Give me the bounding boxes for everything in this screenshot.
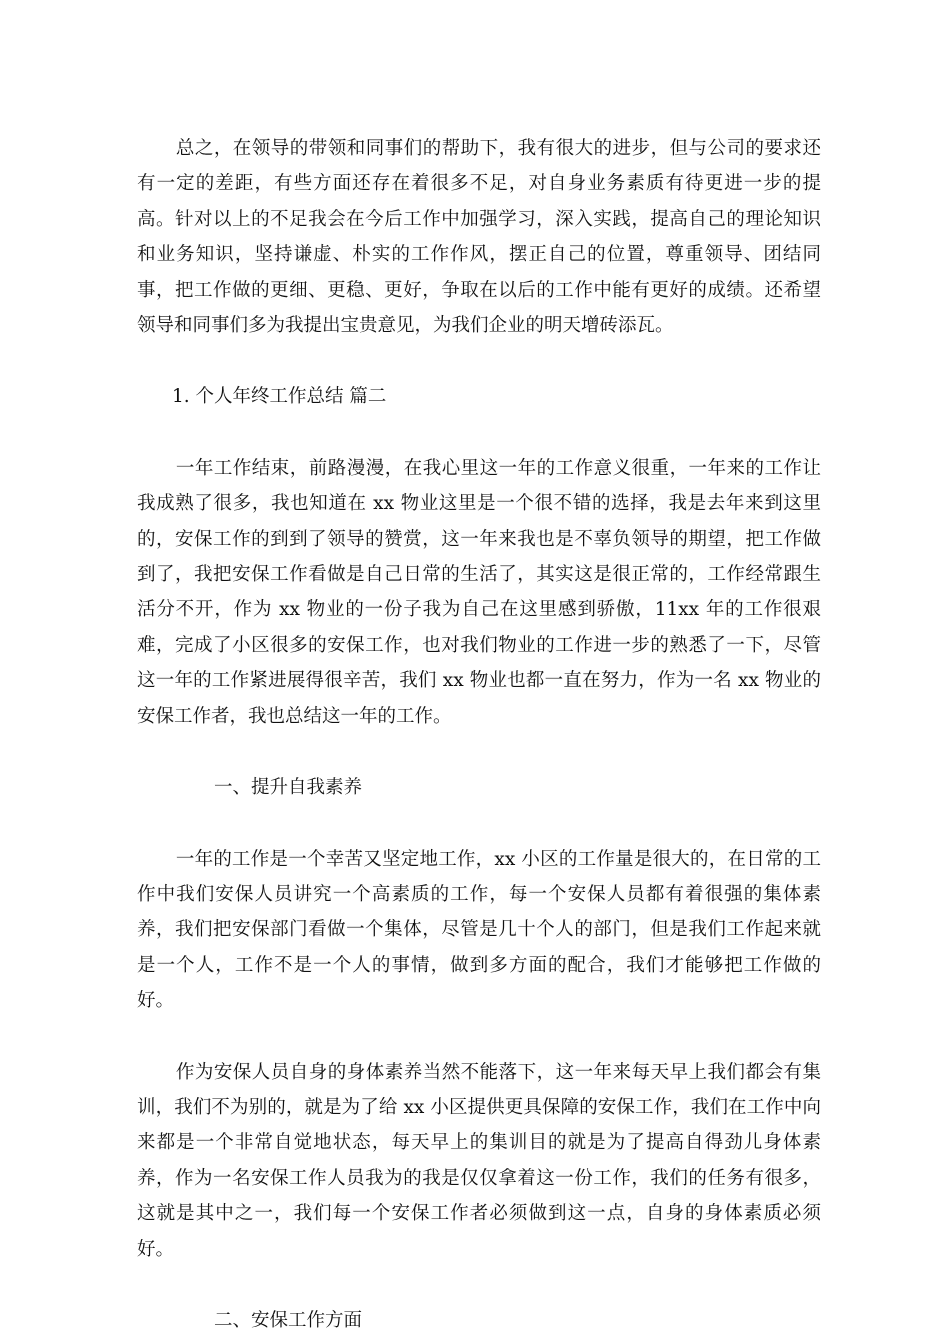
paragraph-summary: 总之，在领导的带领和同事们的帮助下，我有很大的进步，但与公司的要求还有一定的差距，有些方面还存在着很多不足，对自身业务素质有待更进一步的提高。针对以上的不足我会在今后工作中加强学习，深入实践，提高自己的理论知识和业务知识，坚持谦虚、朴实的工作作风，摆正自己的位置，尊重领导、团结同事，把工作做的更细、更稳、更好，争取在以后的工作中能有更好的成绩。还希望领导和同事们多为我提出宝贵意见，为我们企业的明天增砖添瓦。	[137, 138, 821, 337]
subheading-security-work: 二、安保工作方面	[214, 1309, 363, 1331]
subheading-self-improvement: 一、提升自我素养	[214, 777, 363, 799]
paragraph-team-quality: 一年的工作是一个幸苦又坚定地工作，xx 小区的工作量是很大的，在日常的工作中我们安保人员讲究一个高素质的工作，每一个安保人员都有着很强的集体素养，我们把安保部门看做一个集体，尽管是几十个人的部门，但是我们工作起来就是一个人，工作不是一个人的事情，做到多方面的配合，我们才能够把工作做的好。	[137, 848, 821, 1012]
document-body	[137, 131, 821, 1338]
paragraph-year-overview: 一年工作结束，前路漫漫，在我心里这一年的工作意义很重，一年来的工作让我成熟了很多，我也知道在 xx 物业这里是一个很不错的选择，我是去年来到这里的，安保工作的到到了领导的赞赏，这一年来我也是不辜负领导的期望，把工作做到了，我把安保工作看做是自己日常的生活了，其实这是很正常的，工作经常跟生活分不开，作为 xx 物业的一份子我为自己在这里感到骄傲，11xx 年的工作很艰难，完成了小区很多的安保工作，也对我们物业的工作进一步的熟悉了一下，尽管这一年的工作紧进展得很辛苦，我们 xx 物业也都一直在努力，作为一名 xx 物业的安保工作者，我也总结这一年的工作。	[137, 457, 821, 727]
section-title-part-two: 1. 个人年终工作总结 篇二	[172, 386, 387, 408]
paragraph-physical-fitness: 作为安保人员自身的身体素养当然不能落下，这一年来每天早上我们都会有集训，我们不为别的，就是为了给 xx 小区提供更具保障的安保工作，我们在工作中向来都是一个非常自觉地状态，每天早上的集训目的就是为了提高自得劲儿身体素养，作为一名安保工作人员我为的我是仅仅拿着这一份工作，我们的任务有很多，这就是其中之一，我们每一个安保工作者必须做到这一点，自身的身体素质必须好。	[137, 1061, 821, 1260]
